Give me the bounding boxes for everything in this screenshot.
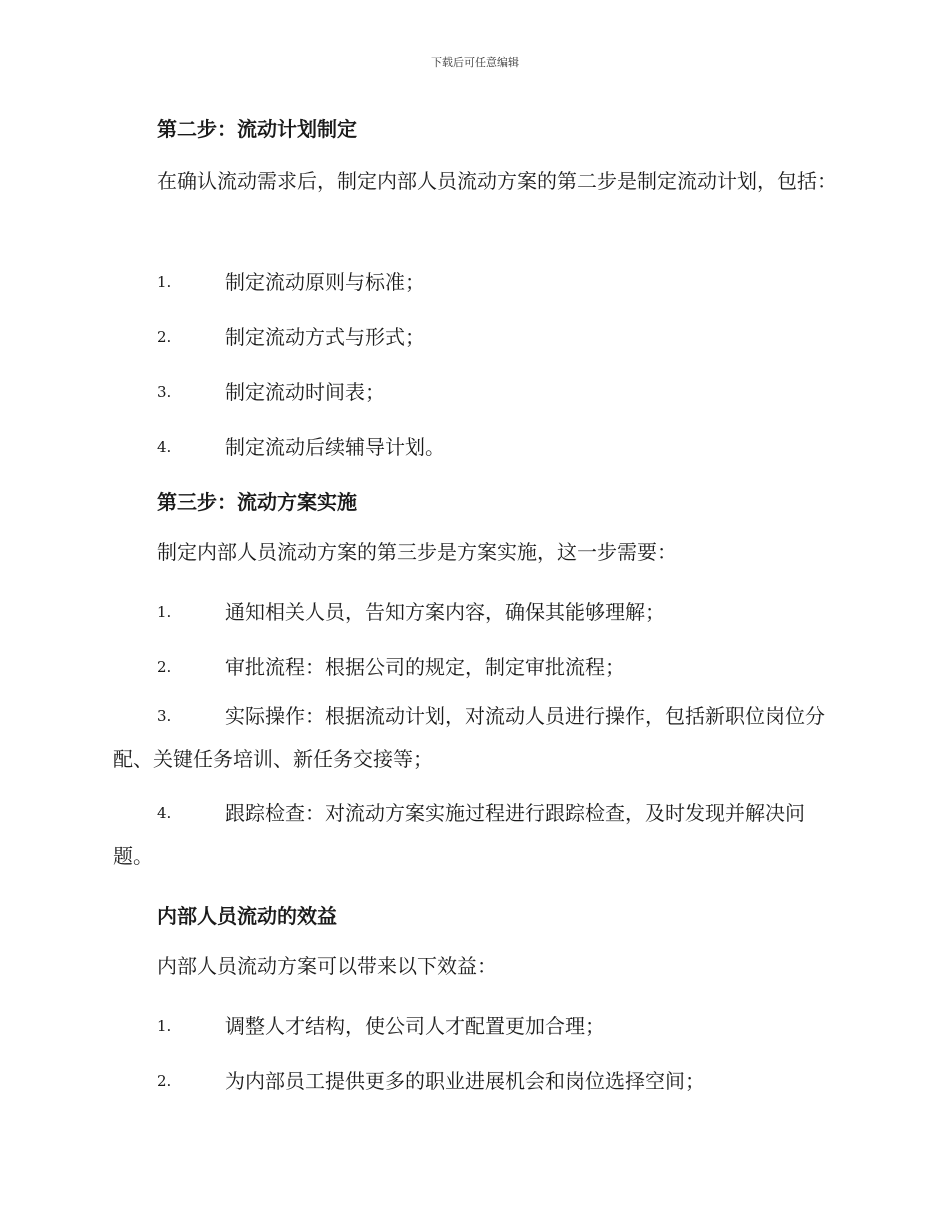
list-item: [157, 431, 445, 460]
list-item: [157, 266, 425, 295]
list-text: 制定流动后续辅导计划。: [225, 435, 445, 459]
list-item: [113, 792, 838, 878]
list-item: [157, 1065, 705, 1094]
list-text: 制定流动原则与标准；: [225, 270, 425, 294]
list-item: [113, 695, 838, 781]
list-number: 1.: [157, 273, 172, 291]
list-number: 1.: [157, 603, 172, 621]
section-heading-step2: 第二步：流动计划制定: [157, 117, 357, 141]
list-item: [157, 596, 665, 625]
paragraph-step2-intro: 在确认流动需求后，制定内部人员流动方案的第二步是制定流动计划，包括：: [157, 169, 837, 193]
list-text: 跟踪检查：对流动方案实施过程进行跟踪检查，及时发现并解决问题。: [113, 801, 805, 868]
list-number: 2.: [157, 658, 172, 676]
list-number: 2.: [157, 1072, 172, 1090]
list-number: 2.: [157, 328, 172, 346]
list-number: 1.: [157, 1017, 172, 1035]
list-item: [157, 651, 625, 680]
list-number: 3.: [157, 383, 172, 401]
list-text: 实际操作：根据流动计划，对流动人员进行操作，包括新职位岗位分配、关键任务培训、新任务交接等；: [113, 704, 825, 771]
list-text: 制定流动时间表；: [225, 380, 385, 404]
list-number: 3.: [157, 707, 172, 725]
list-item: [157, 321, 425, 350]
list-number: 4.: [157, 438, 172, 456]
paragraph-step3-intro: 制定内部人员流动方案的第三步是方案实施，这一步需要：: [157, 540, 677, 564]
section-heading-step3: 第三步：流动方案实施: [157, 490, 357, 514]
list-text: 为内部员工提供更多的职业进展机会和岗位选择空间；: [225, 1069, 705, 1093]
list-text: 通知相关人员，告知方案内容，确保其能够理解；: [225, 600, 665, 624]
list-item: [157, 1010, 605, 1039]
list-text: 审批流程：根据公司的规定，制定审批流程；: [225, 655, 625, 679]
list-number: 4.: [157, 804, 172, 822]
page-header: 下载后可任意编辑: [431, 56, 519, 69]
list-item: [157, 376, 385, 405]
list-text: 制定流动方式与形式；: [225, 325, 425, 349]
paragraph-benefits-intro: 内部人员流动方案可以带来以下效益：: [157, 954, 497, 978]
section-heading-benefits: 内部人员流动的效益: [157, 904, 337, 928]
list-text: 调整人才结构，使公司人才配置更加合理；: [225, 1014, 605, 1038]
